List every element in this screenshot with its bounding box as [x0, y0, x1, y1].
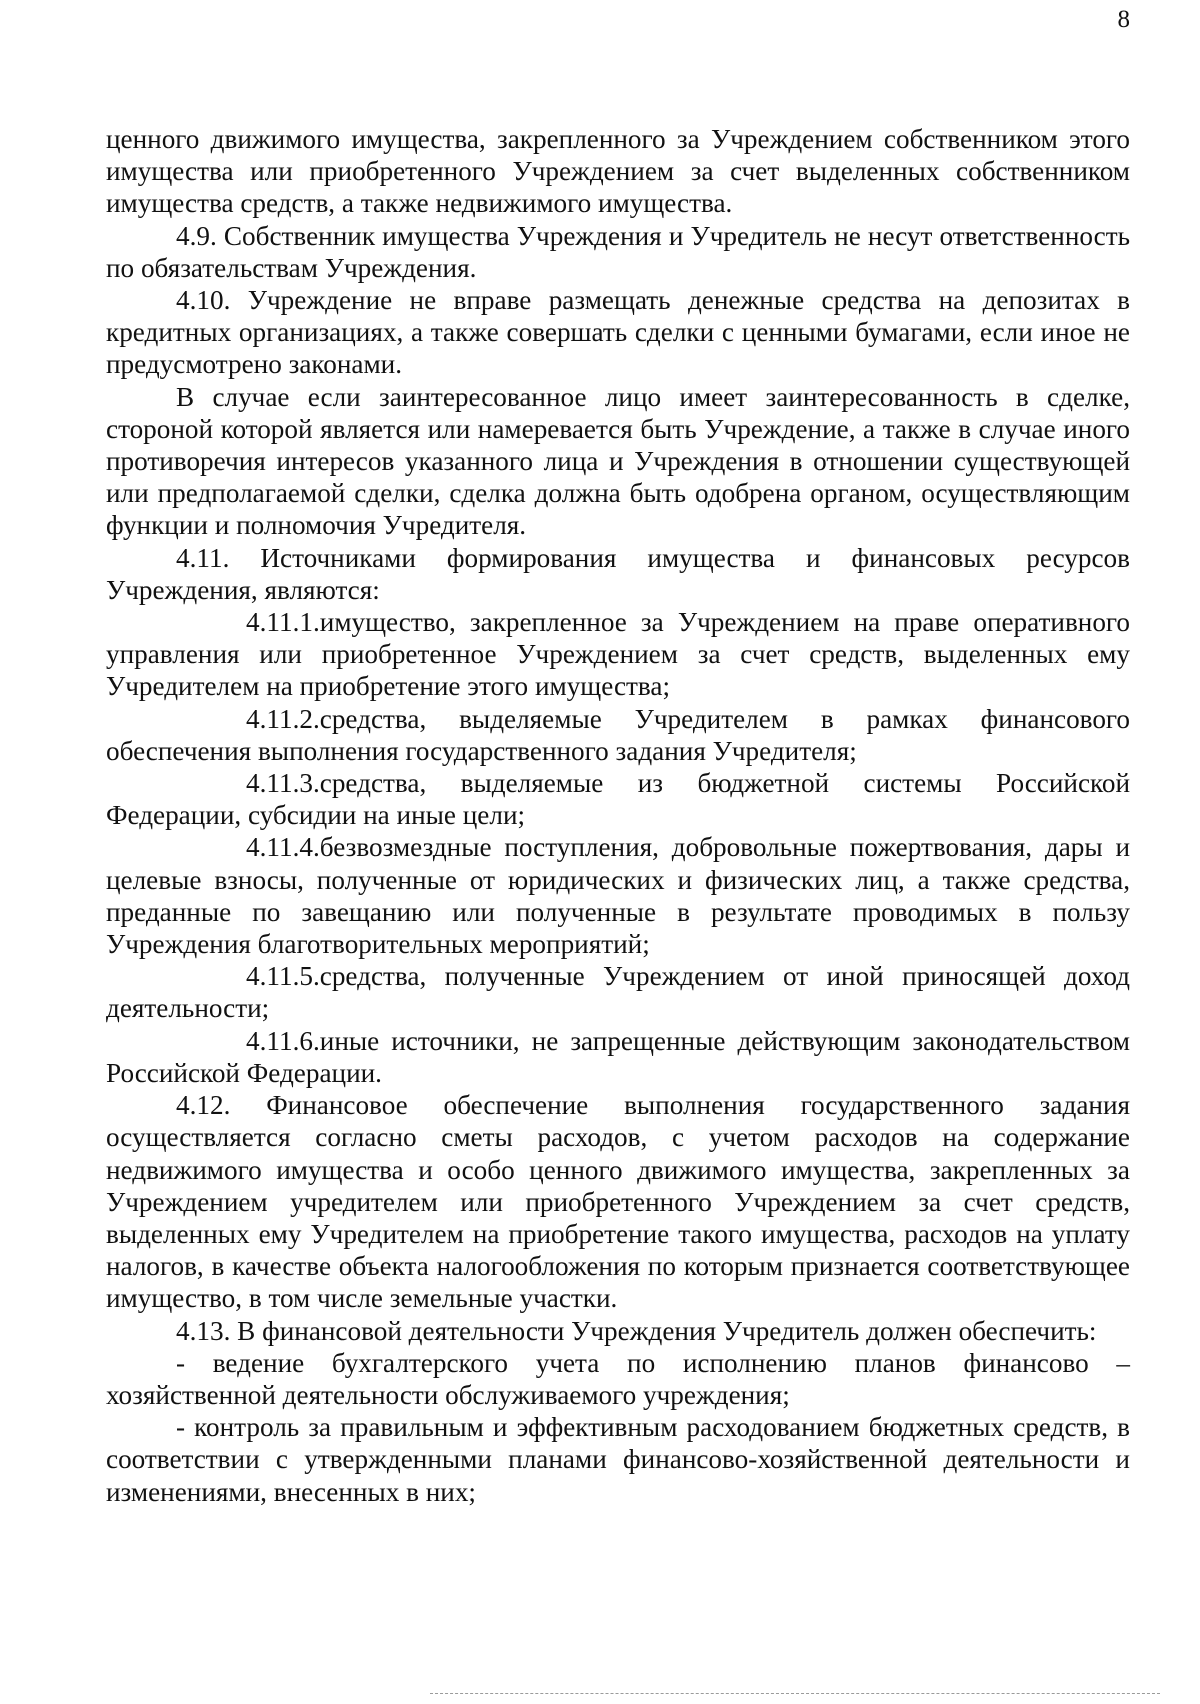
paragraph-4-11-5	[106, 960, 1130, 1024]
list-item-accounting: - ведение бухгалтерского учета по исполнению планов финансово – хозяйственной деятельности обслуживаемого учреждения;	[106, 1347, 1130, 1410]
clause-number: 4.11.4.	[246, 832, 320, 863]
clause-text: иные источники, не запрещенные действующим законодательством Российской Федерации.	[106, 1025, 1130, 1088]
paragraph-4-10: 4.10. Учреждение не вправе размещать денежные средства на депозитах в кредитных организациях, а также совершать сделки с ценными бумагами, если иное не предусмотрено законами.	[106, 285, 1130, 380]
clause-text: имущество, закрепленное за Учреждением на праве оперативного управления или приобретенное Учреждением за счет средств, выделенных ему Учредителем на приобретение этого имущества;	[106, 607, 1130, 702]
paragraph-4-11-6	[106, 1025, 1130, 1089]
paragraph-4-9: 4.9. Собственник имущества Учреждения и Учредитель не несут ответственность по обязательствам Учреждения.	[106, 220, 1130, 283]
clause-text: средства, выделяемые Учредителем в рамках финансового обеспечения выполнения государственного задания Учредителя;	[106, 703, 1130, 766]
paragraph-continuation: ценного движимого имущества, закрепленного за Учреждением собственником этого имущества или приобретенного Учреждением за счет выделенных собственником имущества средств, а также недвижимого имущества.	[106, 124, 1130, 219]
document-body	[106, 123, 1130, 1508]
clause-number: 4.11.5.	[246, 961, 320, 992]
paragraph-interested-party: В случае если заинтересованное лицо имеет заинтересованность в сделке, стороной которой является или намеревается быть Учреждение, а также в случае иного противоречия интересов указанного лица и Учреждения в отношении существующей или предполагаемой сделки, сделка должна быть одобрена органом, осуществляющим функции и полномочия Учредителя.	[106, 381, 1130, 541]
clause-text: средства, выделяемые из бюджетной системы Российской Федерации, субсидии на иные цели;	[106, 768, 1130, 831]
paragraph-4-11-2	[106, 703, 1130, 767]
clause-text: безвозмездные поступления, добровольные пожертвования, дары и целевые взносы, полученные от юридических и физических лиц, а также средства, преданные по завещанию или полученные в результате проводимых в пользу Учреждения благотворительных мероприятий;	[106, 832, 1130, 960]
clause-number: 4.11.3.	[246, 768, 320, 799]
scan-edge-line	[430, 1693, 1160, 1694]
clause-text: средства, полученные Учреждением от иной приносящей доход деятельности;	[106, 961, 1130, 1024]
paragraph-4-11-4	[106, 831, 1130, 960]
paragraph-4-11-3	[106, 767, 1130, 831]
paragraph-4-11-1	[106, 606, 1130, 703]
clause-number: 4.11.6.	[246, 1025, 320, 1056]
page-number: 8	[1117, 6, 1130, 33]
list-item-control: - контроль за правильным и эффективным расходованием бюджетных средств, в соответствии с утвержденными планами финансово-хозяйственной деятельности и изменениями, внесенных в них;	[106, 1412, 1130, 1507]
clause-number: 4.11.2.	[246, 703, 320, 734]
paragraph-4-11: 4.11. Источниками формирования имущества и финансовых ресурсов Учреждения, являются:	[106, 542, 1130, 605]
paragraph-4-13: 4.13. В финансовой деятельности Учреждения Учредитель должен обеспечить:	[176, 1315, 1097, 1346]
clause-number: 4.11.1.	[246, 607, 320, 638]
paragraph-4-12: 4.12. Финансовое обеспечение выполнения государственного задания осуществляется согласно сметы расходов, с учетом расходов на содержание недвижимого имущества и особо ценного движимого имущества, закрепленных за Учреждением учредителем или приобретенного Учреждением за счет средств, выделенных ему Учредителем на приобретение такого имущества, расходов на уплату налогов, в качестве объекта налогообложения по которым признается соответствующее имущество, в том числе земельные участки.	[106, 1090, 1130, 1314]
